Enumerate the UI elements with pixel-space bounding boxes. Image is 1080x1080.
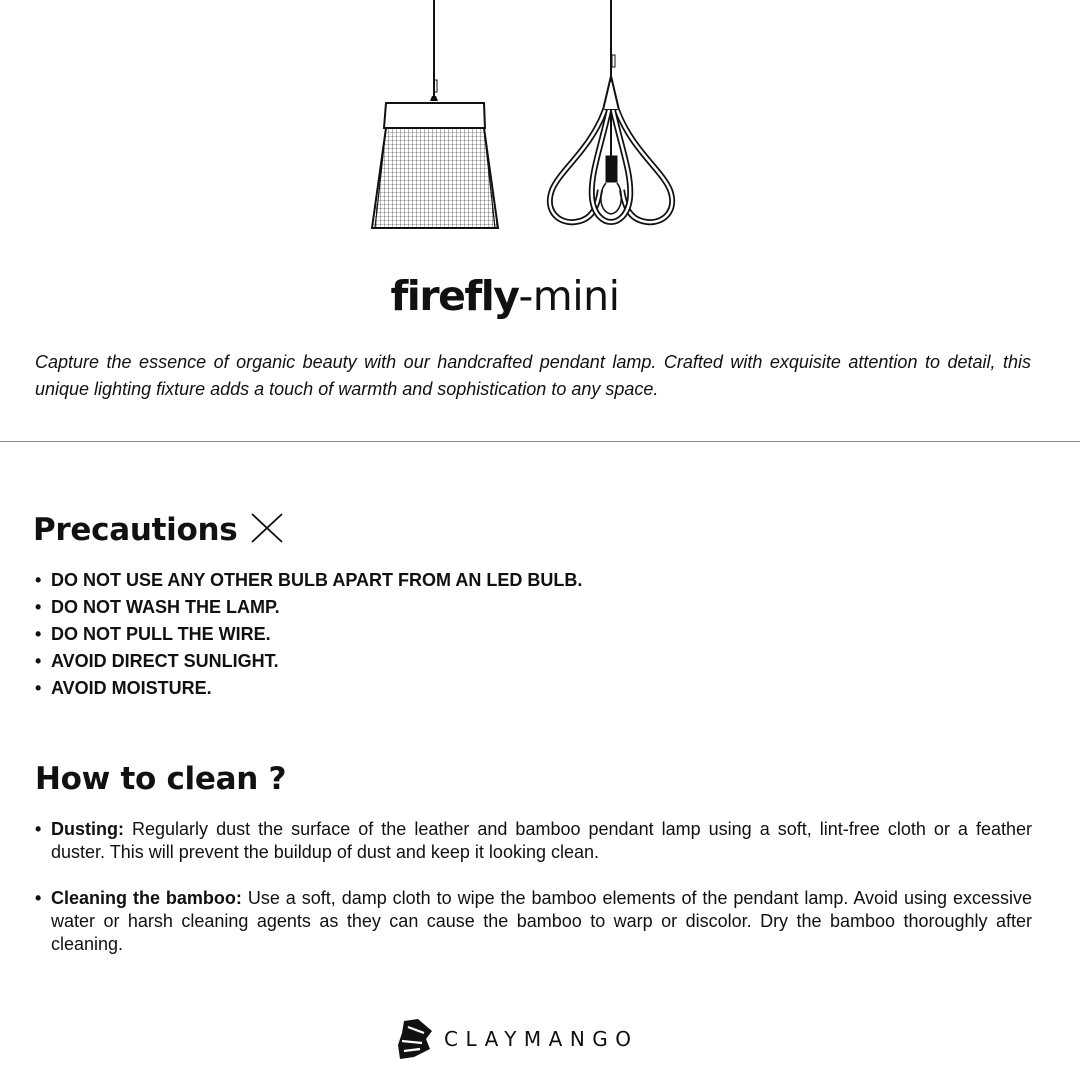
cleaning-text: Use a soft, damp cloth to wipe the bamboo elements of the pendant lamp. Avoid using excessive water or harsh cleaning agents as they can cause the bamboo to warp or discolor. Dry the bamboo thoroughly after cleaning. (51, 888, 1033, 954)
list-item (33, 887, 1032, 956)
list-item (33, 621, 582, 648)
precaution-text: DO NOT USE ANY OTHER BULB APART FROM AN LED BULB. (51, 570, 583, 590)
product-name-light: -mini (518, 272, 620, 320)
cleaning-term: Cleaning the bamboo: (51, 888, 242, 908)
section-divider (0, 441, 1080, 442)
product-title (0, 268, 1010, 324)
list-item (33, 648, 582, 675)
product-name-bold: firefly (390, 272, 519, 320)
claymango-logo-icon (396, 1019, 434, 1059)
precautions-list (33, 567, 582, 702)
lamp-illustrations (360, 0, 690, 240)
cross-icon (249, 512, 285, 544)
bullet: • (35, 651, 42, 671)
bullet: • (35, 819, 42, 839)
cleaning-term: Dusting: (51, 819, 124, 839)
cleaning-text: Regularly dust the surface of the leather and bamboo pendant lamp using a soft, lint-free cloth or a feather duster. This will prevent the buildup of dust and keep it looking clean. (51, 819, 1032, 862)
bullet: • (35, 597, 42, 617)
precaution-text: AVOID DIRECT SUNLIGHT. (51, 651, 279, 671)
bullet: • (35, 624, 42, 644)
precautions-heading-text: Precautions (33, 512, 238, 548)
cleaning-list (33, 818, 1032, 979)
list-item (33, 818, 1032, 864)
list-item (33, 594, 582, 621)
bullet: • (35, 570, 42, 590)
list-item (33, 567, 582, 594)
brand-name: CLAYMANGO (444, 1027, 639, 1051)
precaution-text: DO NOT PULL THE WIRE. (51, 624, 271, 644)
brand-footer (396, 1018, 639, 1060)
precaution-text: AVOID MOISTURE. (51, 678, 212, 698)
petal-pendant-lamp-drawing (550, 0, 672, 222)
precaution-text: DO NOT WASH THE LAMP. (51, 597, 280, 617)
list-item (33, 675, 582, 702)
bullet: • (35, 678, 42, 698)
cage-pendant-lamp-drawing (372, 0, 498, 228)
product-description: Capture the essence of organic beauty with our handcrafted pendant lamp. Crafted with exquisite attention to detail, this unique lighting fixture adds a touch of warmth and sophistication to any space. (35, 352, 1031, 399)
bullet: • (35, 888, 42, 908)
precautions-heading (33, 510, 285, 550)
cleaning-heading: How to clean ? (35, 761, 287, 797)
